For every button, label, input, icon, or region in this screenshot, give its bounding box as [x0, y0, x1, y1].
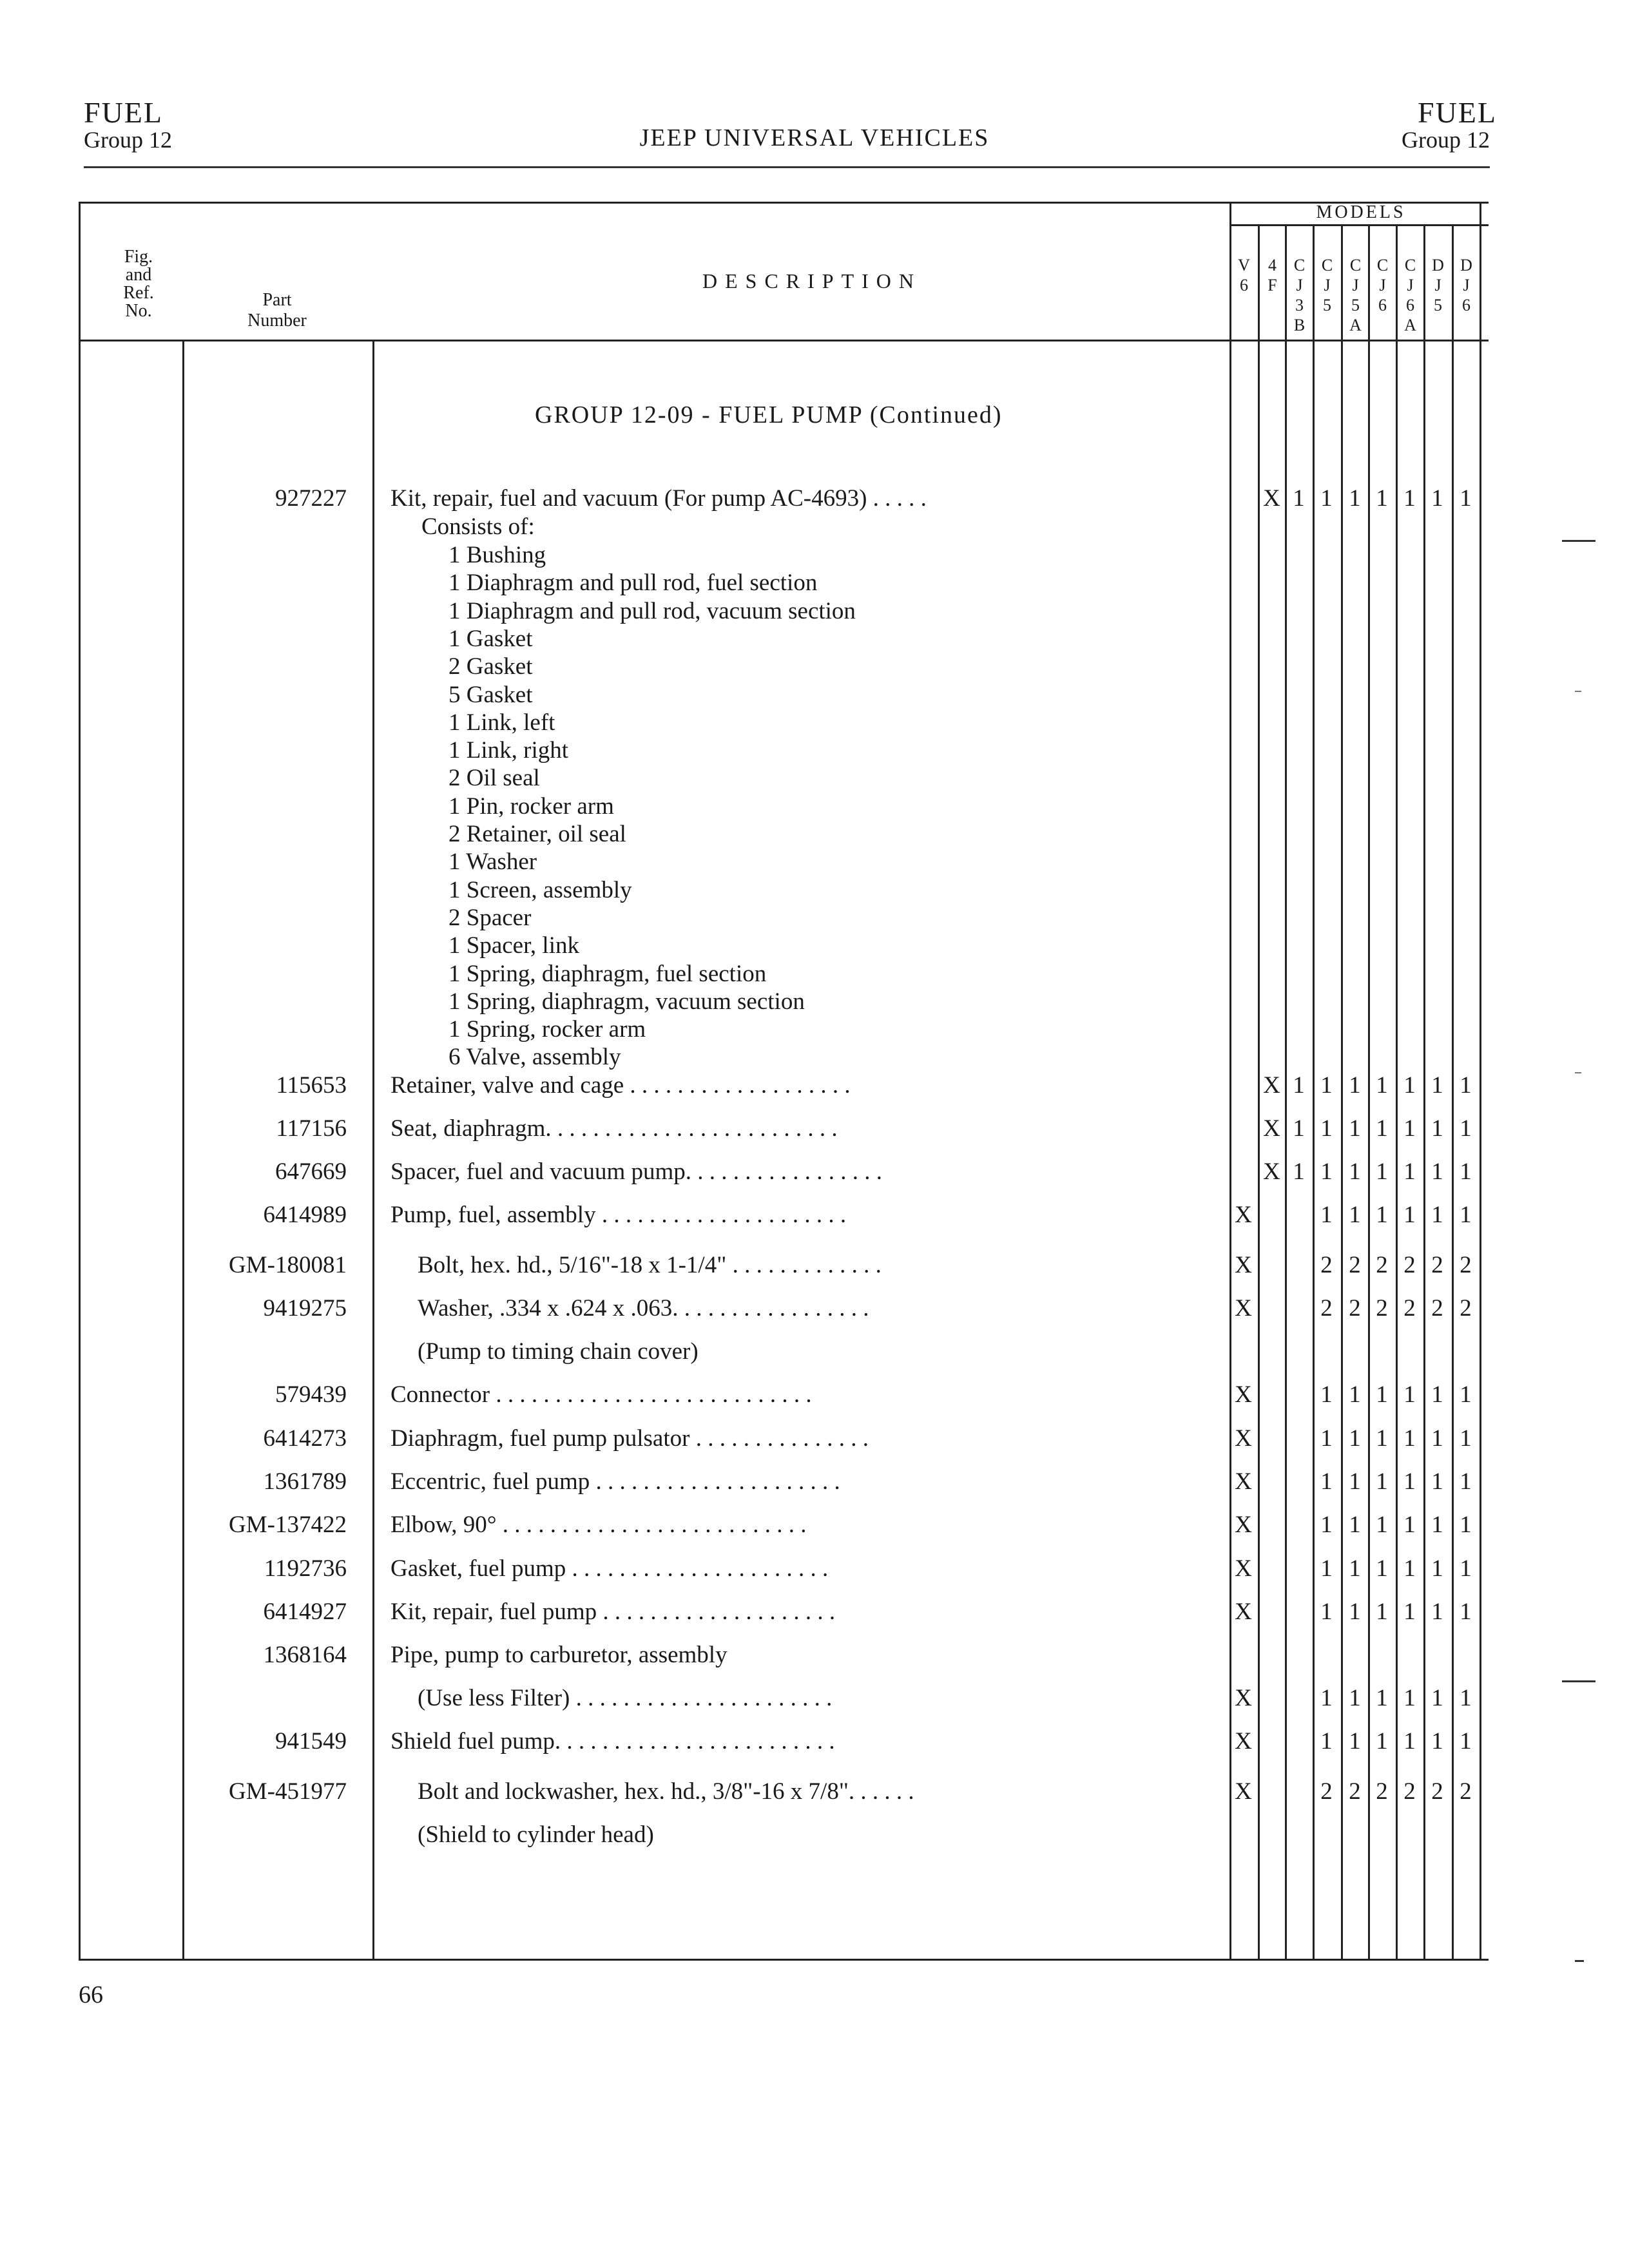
- header-section-title-right: FUEL: [1418, 96, 1497, 129]
- model-quantity: 1: [1431, 1158, 1443, 1185]
- part-description: Retainer, valve and cage . . . . . . . . . . . . . . . . . . .: [390, 1072, 851, 1099]
- model-col-rule: [1480, 202, 1481, 1961]
- model-quantity: 1: [1349, 1202, 1361, 1228]
- model-quantity: 1: [1403, 1202, 1416, 1228]
- model-quantity: X: [1263, 485, 1280, 512]
- part-number: 6414989: [263, 1202, 347, 1228]
- part-number: 1361789: [263, 1468, 347, 1495]
- model-quantity: X: [1235, 1295, 1252, 1321]
- page-number: 66: [79, 1981, 103, 2008]
- kit-content-item: 1 Pin, rocker arm: [448, 793, 614, 820]
- model-quantity: 1: [1403, 1555, 1416, 1582]
- model-quantity: 2: [1460, 1778, 1472, 1805]
- part-number: 647669: [275, 1158, 347, 1185]
- margin-mark: [1562, 1680, 1595, 1682]
- model-quantity: 1: [1376, 1728, 1388, 1754]
- model-quantity: 1: [1403, 1685, 1416, 1711]
- model-quantity: 1: [1460, 1425, 1472, 1452]
- part-description: Pipe, pump to carburetor, assembly: [390, 1642, 728, 1668]
- part-number: 115653: [276, 1072, 347, 1099]
- header-book-title: JEEP UNIVERSAL VEHICLES: [639, 124, 990, 151]
- model-quantity: 2: [1403, 1778, 1416, 1805]
- part-number: 9419275: [263, 1295, 347, 1321]
- model-quantity: 2: [1431, 1778, 1443, 1805]
- model-quantity: X: [1235, 1425, 1252, 1452]
- model-quantity: 1: [1349, 1555, 1361, 1582]
- model-quantity: X: [1235, 1468, 1252, 1495]
- model-quantity: 1: [1431, 1728, 1443, 1754]
- model-quantity: 2: [1403, 1252, 1416, 1278]
- kit-content-item: 5 Gasket: [448, 681, 533, 708]
- model-quantity: 1: [1460, 1381, 1472, 1408]
- model-quantity: 1: [1320, 1425, 1333, 1452]
- margin-mark: [1575, 1072, 1581, 1073]
- model-quantity: 1: [1349, 1158, 1361, 1185]
- model-quantity: 1: [1349, 1512, 1361, 1538]
- part-description: Bolt and lockwasher, hex. hd., 3/8"-16 x 7/8". . . . . .: [418, 1778, 914, 1805]
- model-quantity: 2: [1431, 1252, 1443, 1278]
- model-quantity: 1: [1403, 1512, 1416, 1538]
- part-number-heading: Part Number: [247, 290, 307, 331]
- model-quantity: 1: [1431, 1512, 1443, 1538]
- model-quantity: 1: [1320, 1685, 1333, 1711]
- part-col-rule: [372, 340, 374, 1959]
- model-quantity: 1: [1403, 1468, 1416, 1495]
- header-rule: [84, 166, 1490, 168]
- model-quantity: X: [1235, 1202, 1252, 1228]
- part-description: Connector . . . . . . . . . . . . . . . . . . . . . . . . . . .: [390, 1381, 812, 1408]
- part-description: Pump, fuel, assembly . . . . . . . . . . . . . . . . . . . . .: [390, 1202, 847, 1228]
- model-quantity: 1: [1320, 1599, 1333, 1625]
- model-quantity: 2: [1349, 1295, 1361, 1321]
- part-description: Elbow, 90° . . . . . . . . . . . . . . . . . . . . . . . . . .: [390, 1512, 807, 1538]
- kit-content-item: 1 Spring, rocker arm: [448, 1016, 646, 1043]
- part-number: 6414273: [263, 1425, 347, 1452]
- model-quantity: 1: [1349, 1685, 1361, 1711]
- model-quantity: 1: [1349, 1599, 1361, 1625]
- model-quantity: 1: [1320, 485, 1333, 512]
- model-quantity: 1: [1320, 1468, 1333, 1495]
- model-quantity: 1: [1349, 1072, 1361, 1099]
- model-quantity: 1: [1293, 1072, 1305, 1099]
- table-left-rule: [79, 202, 81, 1961]
- model-quantity: X: [1235, 1512, 1252, 1538]
- model-quantity: 1: [1349, 1425, 1361, 1452]
- kit-content-item: 1 Diaphragm and pull rod, fuel section: [448, 570, 818, 597]
- part-description: Gasket, fuel pump . . . . . . . . . . . . . . . . . . . . . .: [390, 1555, 829, 1582]
- table-head-rule: [79, 340, 1489, 341]
- model-quantity: 1: [1431, 1599, 1443, 1625]
- model-quantity: 1: [1376, 1468, 1388, 1495]
- model-quantity: 2: [1376, 1252, 1388, 1278]
- header-group-label-right: Group 12: [1402, 127, 1490, 153]
- model-code-heading: C J 6 A: [1404, 256, 1416, 334]
- model-quantity: 2: [1431, 1295, 1443, 1321]
- part-description: Washer, .334 x .624 x .063. . . . . . . . . . . . . . . . .: [418, 1295, 869, 1321]
- part-description: (Shield to cylinder head): [418, 1821, 654, 1848]
- model-quantity: 1: [1460, 485, 1472, 512]
- model-quantity: 2: [1376, 1295, 1388, 1321]
- model-quantity: 1: [1431, 1425, 1443, 1452]
- model-quantity: 1: [1431, 1685, 1443, 1711]
- model-quantity: 1: [1376, 1685, 1388, 1711]
- part-description: Kit, repair, fuel and vacuum (For pump AC-4693) . . . . .: [390, 485, 927, 512]
- model-quantity: 2: [1349, 1252, 1361, 1278]
- model-quantity: 1: [1349, 1115, 1361, 1142]
- model-quantity: X: [1263, 1158, 1280, 1185]
- part-description: Bolt, hex. hd., 5/16"-18 x 1-1/4" . . . . . . . . . . . . .: [418, 1252, 882, 1278]
- model-quantity: 1: [1320, 1072, 1333, 1099]
- model-quantity: X: [1263, 1072, 1280, 1099]
- part-number: 941549: [275, 1728, 347, 1754]
- kit-content-item: 1 Spring, diaphragm, fuel section: [448, 960, 767, 987]
- model-quantity: 1: [1460, 1599, 1472, 1625]
- fig-col-rule: [182, 340, 184, 1959]
- model-quantity: 2: [1376, 1778, 1388, 1805]
- model-quantity: 2: [1460, 1252, 1472, 1278]
- model-quantity: X: [1235, 1555, 1252, 1582]
- model-quantity: 1: [1403, 1425, 1416, 1452]
- model-quantity: 1: [1349, 485, 1361, 512]
- model-quantity: 1: [1460, 1512, 1472, 1538]
- model-quantity: 1: [1431, 1381, 1443, 1408]
- model-quantity: 1: [1460, 1555, 1472, 1582]
- margin-mark: [1562, 540, 1595, 542]
- model-quantity: 1: [1403, 1158, 1416, 1185]
- kit-content-item: 1 Screen, assembly: [448, 876, 632, 903]
- model-quantity: 1: [1431, 1072, 1443, 1099]
- part-number: 1368164: [263, 1642, 347, 1668]
- kit-content-item: 1 Link, left: [448, 709, 555, 736]
- section-title: GROUP 12-09 - FUEL PUMP (Continued): [535, 401, 1003, 428]
- model-quantity: 1: [1376, 1158, 1388, 1185]
- model-quantity: 1: [1431, 1555, 1443, 1582]
- part-number: 927227: [275, 485, 347, 512]
- model-code-heading: D J 5: [1432, 256, 1444, 314]
- model-quantity: 1: [1460, 1728, 1472, 1754]
- model-quantity: 1: [1403, 1115, 1416, 1142]
- model-quantity: X: [1235, 1599, 1252, 1625]
- description-heading: DESCRIPTION: [702, 269, 922, 293]
- model-quantity: 1: [1376, 1512, 1388, 1538]
- model-quantity: 2: [1320, 1295, 1333, 1321]
- model-quantity: 1: [1320, 1512, 1333, 1538]
- model-quantity: 1: [1403, 1599, 1416, 1625]
- model-quantity: 2: [1320, 1252, 1333, 1278]
- kit-content-item: 2 Spacer: [448, 904, 532, 931]
- model-code-heading: C J 6: [1376, 256, 1389, 314]
- model-quantity: 1: [1349, 1728, 1361, 1754]
- model-quantity: 2: [1403, 1295, 1416, 1321]
- model-quantity: X: [1235, 1728, 1252, 1754]
- part-number: GM-137422: [229, 1512, 347, 1538]
- part-number: 6414927: [263, 1599, 347, 1625]
- model-quantity: 1: [1431, 485, 1443, 512]
- model-quantity: 1: [1349, 1381, 1361, 1408]
- part-description: Seat, diaphragm. . . . . . . . . . . . . . . . . . . . . . . . .: [390, 1115, 838, 1142]
- part-description: Spacer, fuel and vacuum pump. . . . . . . . . . . . . . . . .: [390, 1158, 883, 1185]
- kit-content-item: 1 Gasket: [448, 625, 533, 652]
- model-code-heading: C J 5 A: [1349, 256, 1362, 334]
- model-quantity: 2: [1460, 1295, 1472, 1321]
- model-quantity: X: [1235, 1778, 1252, 1805]
- model-quantity: 1: [1431, 1468, 1443, 1495]
- part-number: 579439: [275, 1381, 347, 1408]
- kit-content-item: 2 Retainer, oil seal: [448, 821, 626, 847]
- kit-consists-label: Consists of:: [421, 514, 535, 540]
- model-quantity: 1: [1349, 1468, 1361, 1495]
- model-quantity: 2: [1349, 1778, 1361, 1805]
- model-quantity: 1: [1460, 1202, 1472, 1228]
- model-quantity: 1: [1376, 1381, 1388, 1408]
- kit-content-item: 1 Diaphragm and pull rod, vacuum section: [448, 597, 856, 624]
- model-quantity: 1: [1403, 1381, 1416, 1408]
- kit-content-item: 2 Gasket: [448, 653, 533, 680]
- table-bottom-rule: [79, 1959, 1489, 1961]
- model-quantity: 1: [1376, 1425, 1388, 1452]
- model-quantity: 1: [1320, 1728, 1333, 1754]
- part-number: GM-451977: [229, 1778, 347, 1805]
- margin-mark: [1575, 1960, 1584, 1962]
- model-quantity: X: [1263, 1115, 1280, 1142]
- part-description: (Use less Filter) . . . . . . . . . . . . . . . . . . . . . .: [418, 1685, 833, 1711]
- model-quantity: 1: [1460, 1685, 1472, 1711]
- model-quantity: X: [1235, 1381, 1252, 1408]
- model-quantity: 1: [1320, 1555, 1333, 1582]
- model-quantity: 1: [1460, 1115, 1472, 1142]
- model-quantity: 1: [1431, 1115, 1443, 1142]
- model-quantity: 1: [1376, 1072, 1388, 1099]
- kit-content-item: 1 Bushing: [448, 542, 546, 568]
- model-quantity: 1: [1376, 485, 1388, 512]
- model-quantity: 1: [1431, 1202, 1443, 1228]
- part-description: Kit, repair, fuel pump . . . . . . . . . . . . . . . . . . . .: [390, 1599, 836, 1625]
- model-code-heading: V 6: [1238, 256, 1250, 294]
- kit-content-item: 2 Oil seal: [448, 765, 540, 792]
- model-quantity: X: [1235, 1685, 1252, 1711]
- model-quantity: 1: [1460, 1158, 1472, 1185]
- model-quantity: 1: [1293, 1158, 1305, 1185]
- model-quantity: 1: [1376, 1202, 1388, 1228]
- kit-content-item: 6 Valve, assembly: [448, 1044, 621, 1071]
- model-quantity: 1: [1320, 1115, 1333, 1142]
- model-quantity: 1: [1403, 485, 1416, 512]
- kit-content-item: 1 Link, right: [448, 737, 569, 764]
- model-quantity: 1: [1403, 1072, 1416, 1099]
- model-code-heading: 4 F: [1268, 256, 1277, 294]
- part-description: Shield fuel pump. . . . . . . . . . . . . . . . . . . . . . . .: [390, 1728, 835, 1754]
- margin-mark: [1575, 691, 1581, 692]
- model-quantity: 1: [1320, 1202, 1333, 1228]
- model-code-heading: D J 6: [1460, 256, 1472, 314]
- part-number: 117156: [276, 1115, 347, 1142]
- model-quantity: 1: [1403, 1728, 1416, 1754]
- model-quantity: 1: [1320, 1158, 1333, 1185]
- model-quantity: 1: [1376, 1115, 1388, 1142]
- kit-content-item: 1 Spacer, link: [448, 932, 579, 959]
- model-quantity: 1: [1460, 1072, 1472, 1099]
- part-description: Eccentric, fuel pump . . . . . . . . . . . . . . . . . . . . .: [390, 1468, 840, 1495]
- fig-ref-heading: Fig. and Ref. No.: [123, 247, 154, 321]
- part-description: (Pump to timing chain cover): [418, 1338, 699, 1365]
- models-sub-rule: [1229, 224, 1489, 226]
- part-number: GM-180081: [229, 1252, 347, 1278]
- model-quantity: 1: [1460, 1468, 1472, 1495]
- header-group-label: Group 12: [84, 127, 172, 153]
- model-quantity: 2: [1320, 1778, 1333, 1805]
- part-number: 1192736: [264, 1555, 347, 1582]
- models-heading: MODELS: [1316, 202, 1406, 222]
- model-code-heading: C J 5: [1321, 256, 1333, 314]
- model-quantity: X: [1235, 1252, 1252, 1278]
- model-quantity: 1: [1376, 1599, 1388, 1625]
- model-quantity: 1: [1320, 1381, 1333, 1408]
- model-code-heading: C J 3 B: [1293, 256, 1306, 334]
- model-quantity: 1: [1293, 485, 1305, 512]
- kit-content-item: 1 Spring, diaphragm, vacuum section: [448, 988, 805, 1015]
- header-section-title: FUEL: [84, 96, 163, 129]
- model-quantity: 1: [1376, 1555, 1388, 1582]
- model-quantity: 1: [1293, 1115, 1305, 1142]
- part-description: Diaphragm, fuel pump pulsator . . . . . . . . . . . . . . .: [390, 1425, 869, 1452]
- kit-content-item: 1 Washer: [448, 849, 537, 876]
